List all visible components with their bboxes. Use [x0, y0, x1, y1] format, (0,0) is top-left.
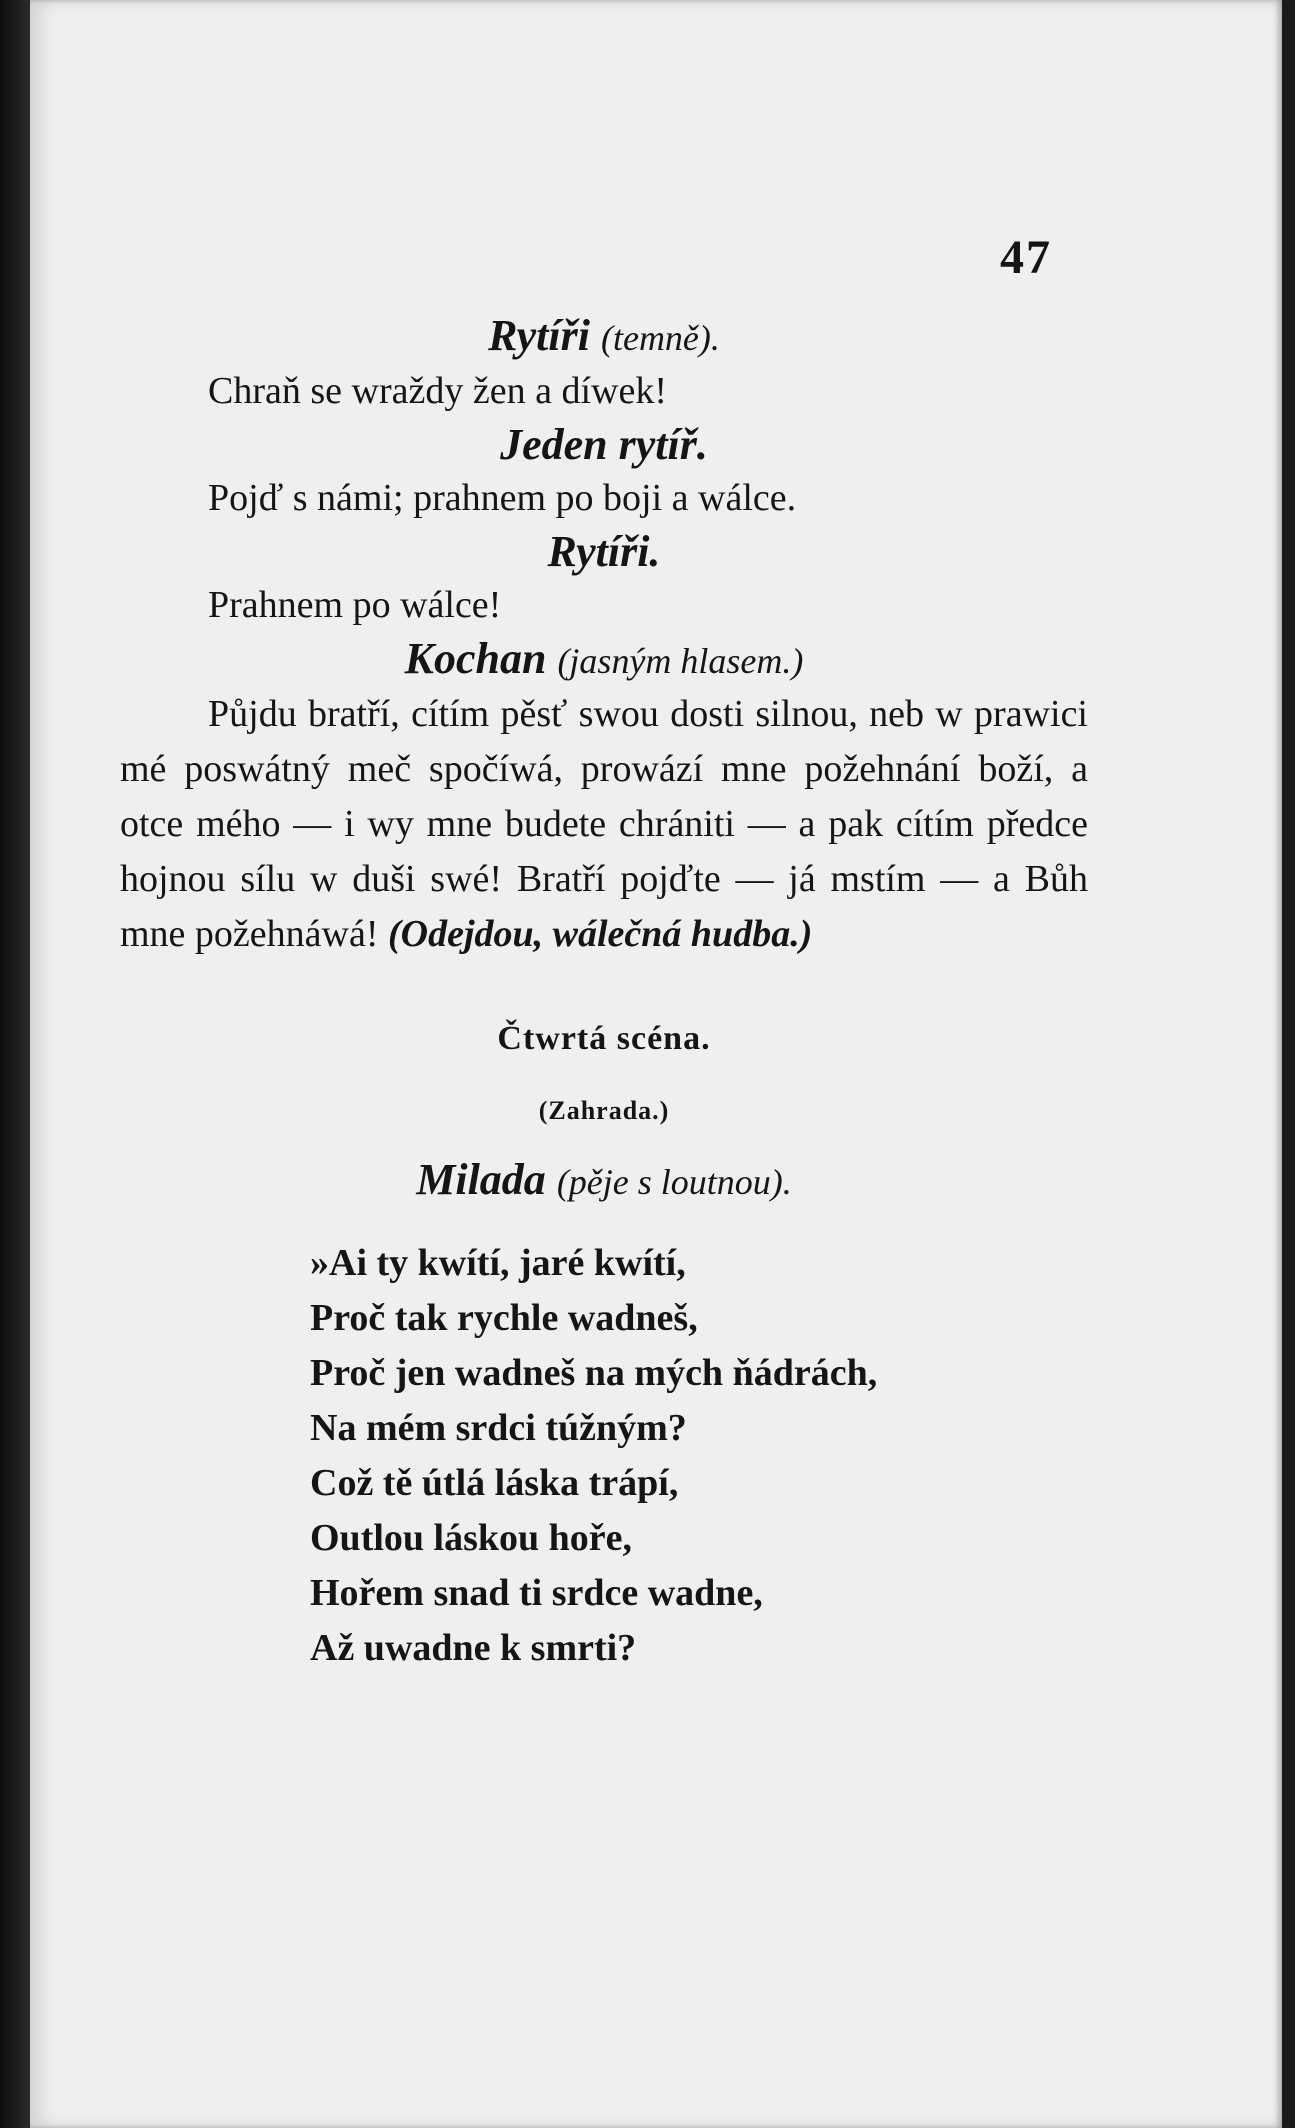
verse-line: Outlou láskou hoře, [310, 1517, 633, 1559]
page-number: 47 [1000, 231, 1052, 284]
verse-line: Což tě útlá láska trápí, [310, 1462, 679, 1504]
speech-text: Půjdu bratří, cítím pěsť swou dosti silnou, neb w prawici mé poswátný meč spočíwá, prowází mne požehnání boží, a otce mého — i wy mne budete chrániti — a pak cítím předce hojnou sílu w duši swé! Bratří pojďte — já mstím — a Bůh mne požehnáwá! [120, 693, 1088, 955]
kochan-speech [120, 687, 1088, 962]
verse-line: Hořem snad ti srdce wadne, [310, 1572, 763, 1614]
stage-direction: (jasným hlasem.) [557, 641, 804, 681]
speaker-name: Milada [416, 1155, 546, 1204]
verse-line: Proč tak rychle wadneš, [310, 1297, 698, 1339]
stage-direction: (Odejdou, wálečná hudba.) [388, 913, 813, 955]
dialogue-line: Chraň se wraždy žen a díwek! [208, 370, 667, 412]
speaker-name: Jeden rytíř. [500, 420, 708, 469]
speaker-name: Rytíři [488, 311, 590, 360]
dialogue-line: Prahnem po wálce! [208, 584, 502, 626]
verse-line: »Ai ty kwítí, jaré kwítí, [310, 1242, 686, 1284]
speaker-milada [120, 1152, 1088, 1210]
scene-title: Čtwrtá scéna. [497, 1020, 711, 1057]
scene-place: (Zahrada.) [538, 1096, 670, 1125]
book-page [30, 0, 1282, 2128]
speaker-rytiri [120, 310, 1088, 364]
verse-line: Na mém srdci túžným? [310, 1407, 687, 1449]
speaker-rytiri [120, 526, 1088, 578]
song-verse [310, 1236, 1088, 1676]
verse-line: Proč jen wadneš na mých ňádrách, [310, 1352, 878, 1394]
stage-direction: (temně). [600, 318, 720, 358]
stage-direction: (pěje s loutnou). [556, 1162, 792, 1202]
dialogue-line: Pojď s námi; prahnem po boji a wálce. [208, 477, 797, 519]
speaker-name: Rytíři. [547, 527, 661, 576]
page-text [120, 310, 1088, 1676]
speaker-name: Kochan [404, 634, 547, 683]
verse-line: Až uwadne k smrti? [310, 1627, 637, 1669]
speaker-kochan [120, 633, 1088, 687]
speaker-jeden-rytir [120, 419, 1088, 471]
scan-edge [0, 0, 30, 2128]
